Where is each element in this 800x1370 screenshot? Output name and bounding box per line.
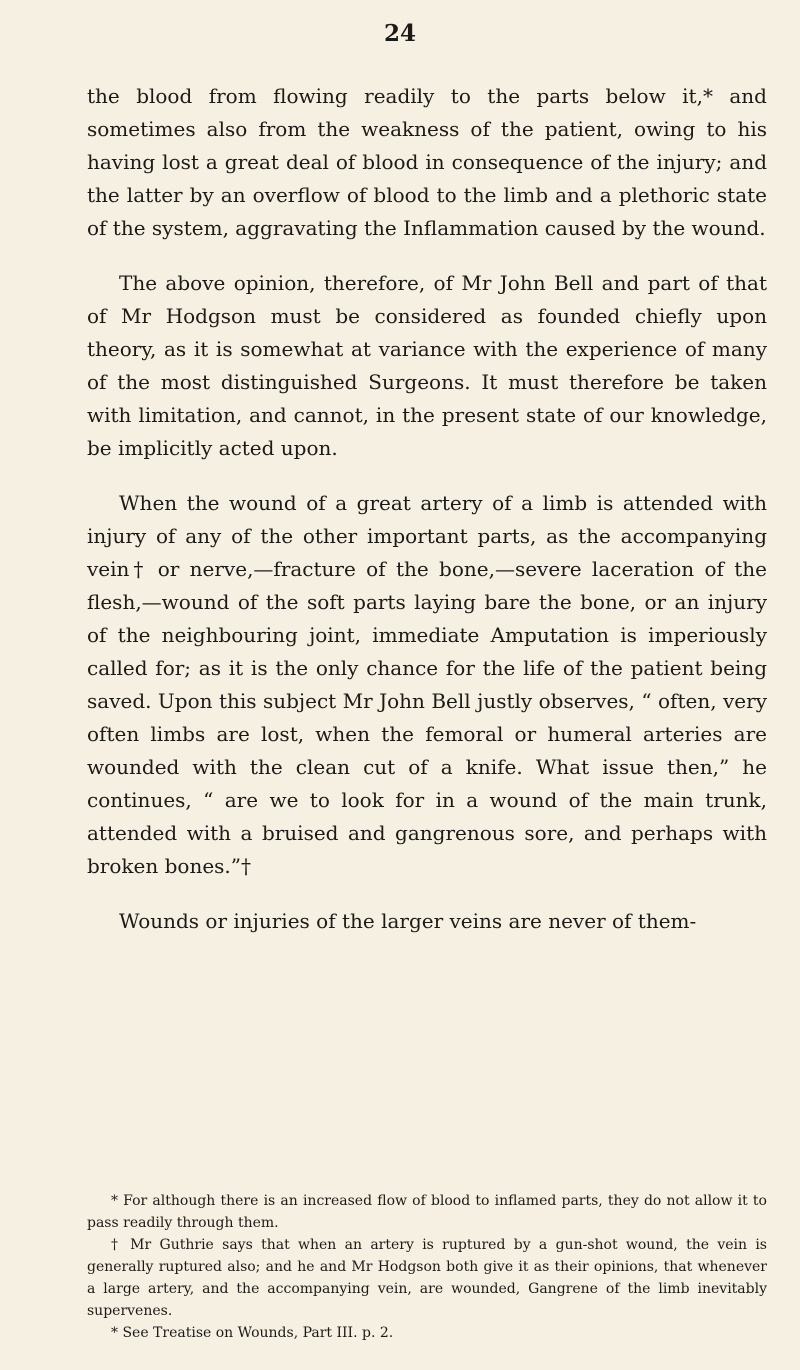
paragraph-2: The above opinion, therefore, of Mr John Bell and part of that of Mr Hodgson must be considered as founded chiefly upon theory, as it is somewhat at variance with the experience of many of the most distinguished Surgeons. It must therefore be taken with limitation, and cannot, in the present state of our knowledge, be implicitly acted upon. — [87, 271, 767, 460]
page-number: 24 — [383, 20, 416, 47]
footnote-1: * For although there is an increased flow of blood to inflamed parts, they do not allow it to pass readily through them. — [87, 1193, 767, 1231]
paragraph-4: Wounds or injuries of the larger veins are never of them- — [119, 909, 697, 933]
body-text — [87, 80, 767, 960]
footnote-3: * See Treatise on Wounds, Part III. p. 2. — [111, 1325, 394, 1341]
paragraph-3: When the wound of a great artery of a limb is attended with injury of any of the other important parts, as the accompanying vein† or nerve,—fracture of the bone,—severe laceration of the flesh,—wound of the soft parts laying bare the bone, or an injury of the neighbouring joint, immediate Amputation is imperiously called for; as it is the only chance for the life of the patient being saved. Upon this subject Mr John Bell justly observes, “ often, very often limbs are lost, when the femoral or humeral arteries are wounded with the clean cut of a knife. What issue then,” he continues, “ are we to look for in a wound of the main trunk, attended with a bruised and gangrenous sore, and perhaps with broken bones.”† — [87, 491, 767, 878]
paragraph-1: the blood from flowing readily to the parts below it,* and sometimes also from the weakness of the patient, owing to his having lost a great deal of blood in consequence of the injury; and the latter by an overflow of blood to the limb and a plethoric state of the system, aggravating the Inflammation caused by the wound. — [87, 84, 767, 240]
footnote-2: † Mr Guthrie says that when an artery is ruptured by a gun-shot wound, the vein is generally ruptured also; and he and Mr Hodgson both give it as their opinions, that whenever a large artery, and the accompanying vein, are wounded, Gangrene of the limb inevitably supervenes. — [87, 1237, 767, 1319]
footnotes — [87, 1190, 767, 1344]
